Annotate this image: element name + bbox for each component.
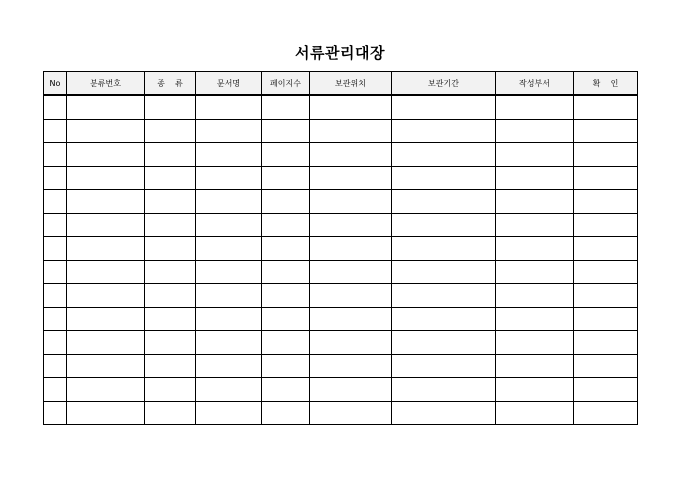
table-cell[interactable]	[67, 284, 145, 308]
table-header-row	[44, 72, 638, 96]
table-cell[interactable]	[262, 378, 310, 402]
table-cell[interactable]	[262, 119, 310, 143]
table-cell[interactable]	[496, 401, 574, 425]
column-header-department: 작성부서	[496, 72, 574, 96]
table-cell[interactable]	[67, 213, 145, 237]
table-cell[interactable]	[196, 143, 262, 167]
table-cell[interactable]	[574, 166, 638, 190]
table-cell[interactable]	[67, 190, 145, 214]
table-cell[interactable]	[196, 354, 262, 378]
table-cell[interactable]	[574, 119, 638, 143]
table-cell[interactable]	[44, 119, 67, 143]
table-cell[interactable]	[262, 331, 310, 355]
table-cell[interactable]	[310, 331, 392, 355]
table-cell[interactable]	[496, 260, 574, 284]
table-cell[interactable]	[310, 307, 392, 331]
table-row	[44, 378, 638, 402]
table-cell[interactable]	[145, 213, 196, 237]
table-cell[interactable]	[67, 166, 145, 190]
document-ledger-table	[43, 71, 638, 425]
table-cell[interactable]	[574, 95, 638, 119]
table-cell[interactable]	[310, 166, 392, 190]
column-header-type: 종 류	[145, 72, 196, 96]
table-cell[interactable]	[392, 143, 496, 167]
column-header-retention-period: 보관기간	[392, 72, 496, 96]
table-cell[interactable]	[145, 401, 196, 425]
table-cell[interactable]	[392, 378, 496, 402]
table-cell[interactable]	[496, 307, 574, 331]
table-cell[interactable]	[392, 95, 496, 119]
table-cell[interactable]	[196, 190, 262, 214]
column-header-storage-location: 보관위치	[310, 72, 392, 96]
table-row	[44, 284, 638, 308]
table-row	[44, 213, 638, 237]
table-cell[interactable]	[262, 307, 310, 331]
table-cell[interactable]	[262, 190, 310, 214]
table-cell[interactable]	[392, 284, 496, 308]
table-cell[interactable]	[310, 119, 392, 143]
table-cell[interactable]	[310, 378, 392, 402]
table-cell[interactable]	[310, 213, 392, 237]
table-cell[interactable]	[392, 401, 496, 425]
table-cell[interactable]	[496, 119, 574, 143]
table-cell[interactable]	[44, 95, 67, 119]
table-cell[interactable]	[145, 166, 196, 190]
column-header-classification-number: 분류번호	[67, 72, 145, 96]
table-row	[44, 331, 638, 355]
table-cell[interactable]	[67, 401, 145, 425]
table-row	[44, 401, 638, 425]
table-cell[interactable]	[262, 213, 310, 237]
table-cell[interactable]	[310, 354, 392, 378]
table-cell[interactable]	[44, 401, 67, 425]
table-row	[44, 354, 638, 378]
table-cell[interactable]	[310, 260, 392, 284]
table-cell[interactable]	[574, 401, 638, 425]
table-cell[interactable]	[262, 95, 310, 119]
table-cell[interactable]	[392, 213, 496, 237]
table-cell[interactable]	[392, 354, 496, 378]
table-cell[interactable]	[44, 307, 67, 331]
table-cell[interactable]	[196, 119, 262, 143]
table-cell[interactable]	[496, 354, 574, 378]
table-cell[interactable]	[496, 95, 574, 119]
table-cell[interactable]	[196, 260, 262, 284]
table-cell[interactable]	[67, 260, 145, 284]
table-cell[interactable]	[310, 190, 392, 214]
column-header-document-name: 문서명	[196, 72, 262, 96]
table-cell[interactable]	[67, 237, 145, 261]
table-cell[interactable]	[310, 284, 392, 308]
table-row	[44, 260, 638, 284]
table-cell[interactable]	[67, 143, 145, 167]
table-cell[interactable]	[67, 119, 145, 143]
table-cell[interactable]	[574, 284, 638, 308]
table-cell[interactable]	[574, 213, 638, 237]
table-cell[interactable]	[196, 213, 262, 237]
table-row	[44, 119, 638, 143]
table-cell[interactable]	[196, 401, 262, 425]
table-row	[44, 237, 638, 261]
table-cell[interactable]	[145, 331, 196, 355]
table-cell[interactable]	[145, 119, 196, 143]
table-cell[interactable]	[392, 307, 496, 331]
table-row	[44, 307, 638, 331]
table-cell[interactable]	[392, 119, 496, 143]
column-header-confirmation: 확 인	[574, 72, 638, 96]
table-cell[interactable]	[145, 143, 196, 167]
table-cell[interactable]	[496, 190, 574, 214]
table-cell[interactable]	[574, 331, 638, 355]
table-cell[interactable]	[574, 190, 638, 214]
table-cell[interactable]	[574, 143, 638, 167]
table-row	[44, 190, 638, 214]
table-cell[interactable]	[496, 143, 574, 167]
table-cell[interactable]	[574, 260, 638, 284]
table-cell[interactable]	[262, 237, 310, 261]
table-cell[interactable]	[67, 95, 145, 119]
table-cell[interactable]	[262, 166, 310, 190]
table-cell[interactable]	[574, 237, 638, 261]
table-cell[interactable]	[145, 354, 196, 378]
table-cell[interactable]	[310, 95, 392, 119]
table-cell[interactable]	[145, 190, 196, 214]
table-cell[interactable]	[392, 166, 496, 190]
table-cell[interactable]	[496, 166, 574, 190]
table-row	[44, 95, 638, 119]
table-cell[interactable]	[145, 95, 196, 119]
table-row	[44, 143, 638, 167]
table-cell[interactable]	[262, 143, 310, 167]
table-cell[interactable]	[496, 237, 574, 261]
table-cell[interactable]	[145, 284, 196, 308]
table-cell[interactable]	[196, 378, 262, 402]
page-title: 서류관리대장	[295, 44, 385, 62]
table-cell[interactable]	[496, 331, 574, 355]
column-header-page-count: 페이지수	[262, 72, 310, 96]
table-cell[interactable]	[310, 237, 392, 261]
table-cell[interactable]	[496, 213, 574, 237]
table-row	[44, 166, 638, 190]
table-cell[interactable]	[44, 260, 67, 284]
table-body	[44, 95, 638, 425]
table-cell[interactable]	[44, 213, 67, 237]
table-cell[interactable]	[44, 237, 67, 261]
table-cell[interactable]	[196, 284, 262, 308]
table-cell[interactable]	[145, 307, 196, 331]
column-header-no: No	[44, 72, 67, 96]
table-cell[interactable]	[196, 166, 262, 190]
table-cell[interactable]	[44, 331, 67, 355]
table-cell[interactable]	[145, 378, 196, 402]
table-cell[interactable]	[496, 284, 574, 308]
table-cell[interactable]	[496, 378, 574, 402]
table-cell[interactable]	[67, 378, 145, 402]
table-cell[interactable]	[262, 354, 310, 378]
table-cell[interactable]	[44, 284, 67, 308]
table-cell[interactable]	[392, 331, 496, 355]
table-cell[interactable]	[574, 378, 638, 402]
table-cell[interactable]	[67, 354, 145, 378]
table-cell[interactable]	[574, 354, 638, 378]
table-cell[interactable]	[310, 401, 392, 425]
table-cell[interactable]	[196, 331, 262, 355]
table-cell[interactable]	[392, 190, 496, 214]
table-cell[interactable]	[196, 237, 262, 261]
table-cell[interactable]	[262, 284, 310, 308]
table-cell[interactable]	[44, 143, 67, 167]
table-cell[interactable]	[67, 307, 145, 331]
table-cell[interactable]	[145, 260, 196, 284]
table-cell[interactable]	[44, 166, 67, 190]
table-cell[interactable]	[67, 331, 145, 355]
table-cell[interactable]	[392, 260, 496, 284]
table-cell[interactable]	[145, 237, 196, 261]
table-cell[interactable]	[574, 307, 638, 331]
table-cell[interactable]	[310, 143, 392, 167]
table-cell[interactable]	[196, 95, 262, 119]
table-cell[interactable]	[392, 237, 496, 261]
table-cell[interactable]	[44, 354, 67, 378]
table-cell[interactable]	[44, 190, 67, 214]
table-cell[interactable]	[44, 378, 67, 402]
table-cell[interactable]	[196, 307, 262, 331]
table-cell[interactable]	[262, 401, 310, 425]
table-cell[interactable]	[262, 260, 310, 284]
